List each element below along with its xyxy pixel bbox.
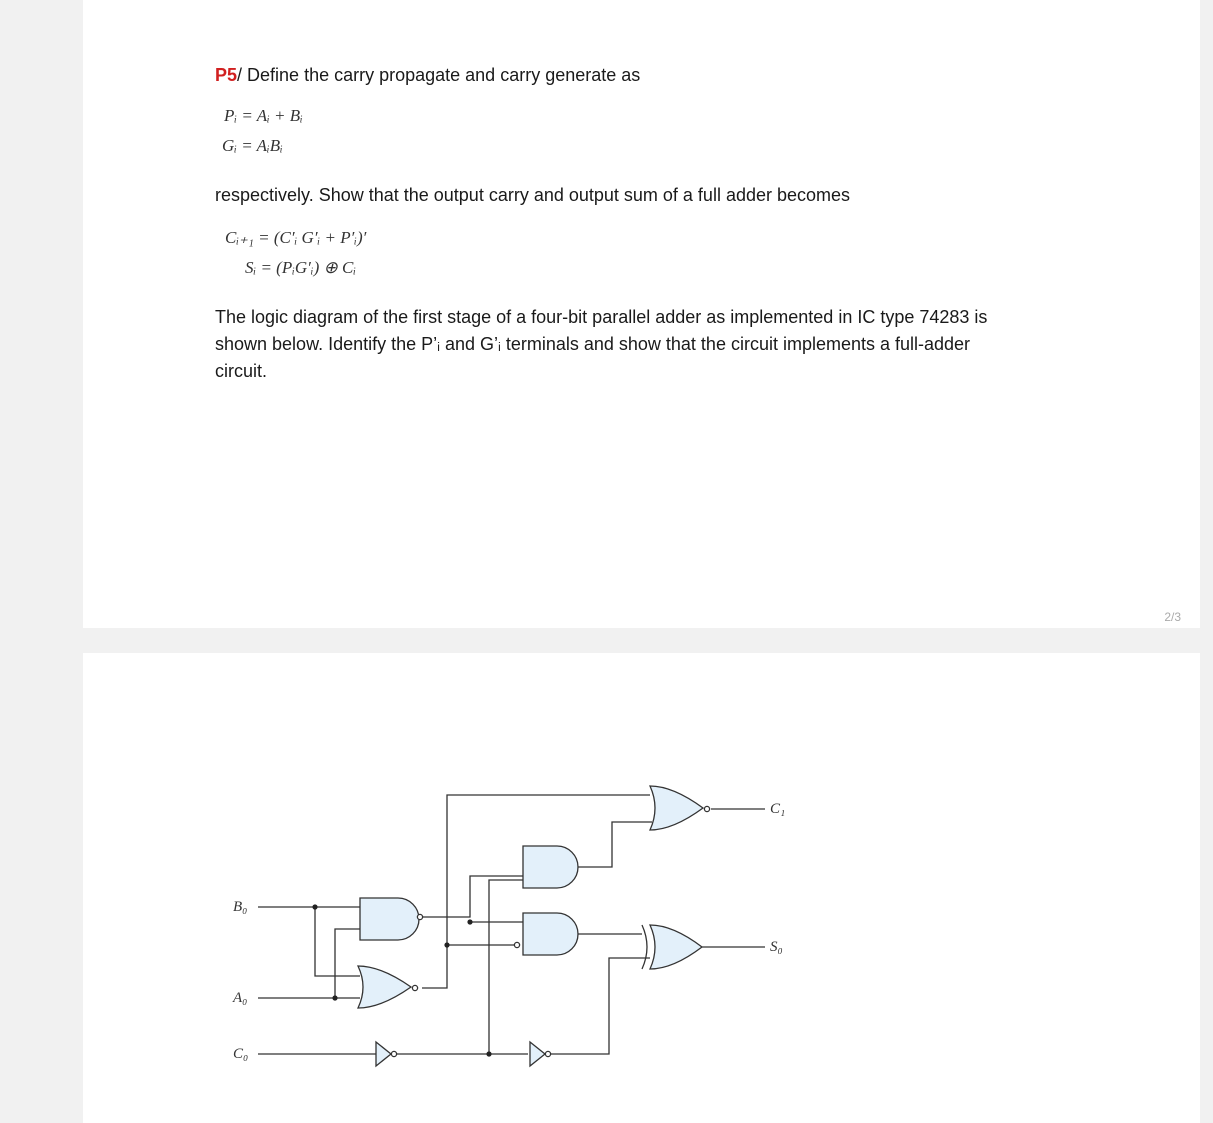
equation-sum: Sᵢ = (PᵢG′ᵢ) ⊕ Cᵢ <box>245 258 357 277</box>
intro-text: / Define the carry propagate and carry generate as <box>237 65 641 85</box>
paragraph-line-1: The logic diagram of the first stage of a four-bit parallel adder as implemented in IC type 74283 is <box>215 307 988 327</box>
label-c1: C₁ <box>770 801 786 817</box>
and-gate-2 <box>523 913 578 955</box>
respectively-text: respectively. Show that the output carry and output sum of a full adder becomes <box>215 185 851 205</box>
equation-carry-out: Cᵢ₊₁ = (C′ᵢ G′ᵢ + P′ᵢ)′ <box>225 228 367 247</box>
label-s0: S₀ <box>770 939 783 955</box>
nand-gate-2 <box>358 966 411 1008</box>
bubble-nor1 <box>417 914 422 919</box>
not-gate-1 <box>376 1042 391 1066</box>
bubble-nand2 <box>412 985 417 990</box>
paragraph-line-2: shown below. Identify the P’ᵢ and G’ᵢ terminals and show that the circuit implements a full-adder <box>215 334 971 354</box>
gates <box>358 786 710 1066</box>
equation-generate: Gᵢ = AᵢBᵢ <box>222 136 283 155</box>
label-a0: A₀ <box>233 990 248 1006</box>
nor-gate-3 <box>650 786 703 830</box>
problem-label: P5 <box>215 65 238 85</box>
bubble-not1 <box>391 1051 396 1056</box>
bubble-nor3 <box>704 806 709 811</box>
label-c0: C₀ <box>233 1046 249 1062</box>
xor-input-curve <box>642 925 647 969</box>
label-b0: B₀ <box>233 899 248 915</box>
and-gate-1 <box>523 846 578 888</box>
paragraph-line-3: circuit. <box>215 361 268 381</box>
page-number: 2/3 <box>1164 610 1181 624</box>
bubble-and2-input <box>514 942 519 947</box>
nor-gate-1 <box>360 898 419 940</box>
xor-gate <box>650 925 702 969</box>
equation-propagate: Pᵢ = Aᵢ + Bᵢ <box>224 106 303 125</box>
bubble-not2 <box>545 1051 550 1056</box>
not-gate-2 <box>530 1042 545 1066</box>
